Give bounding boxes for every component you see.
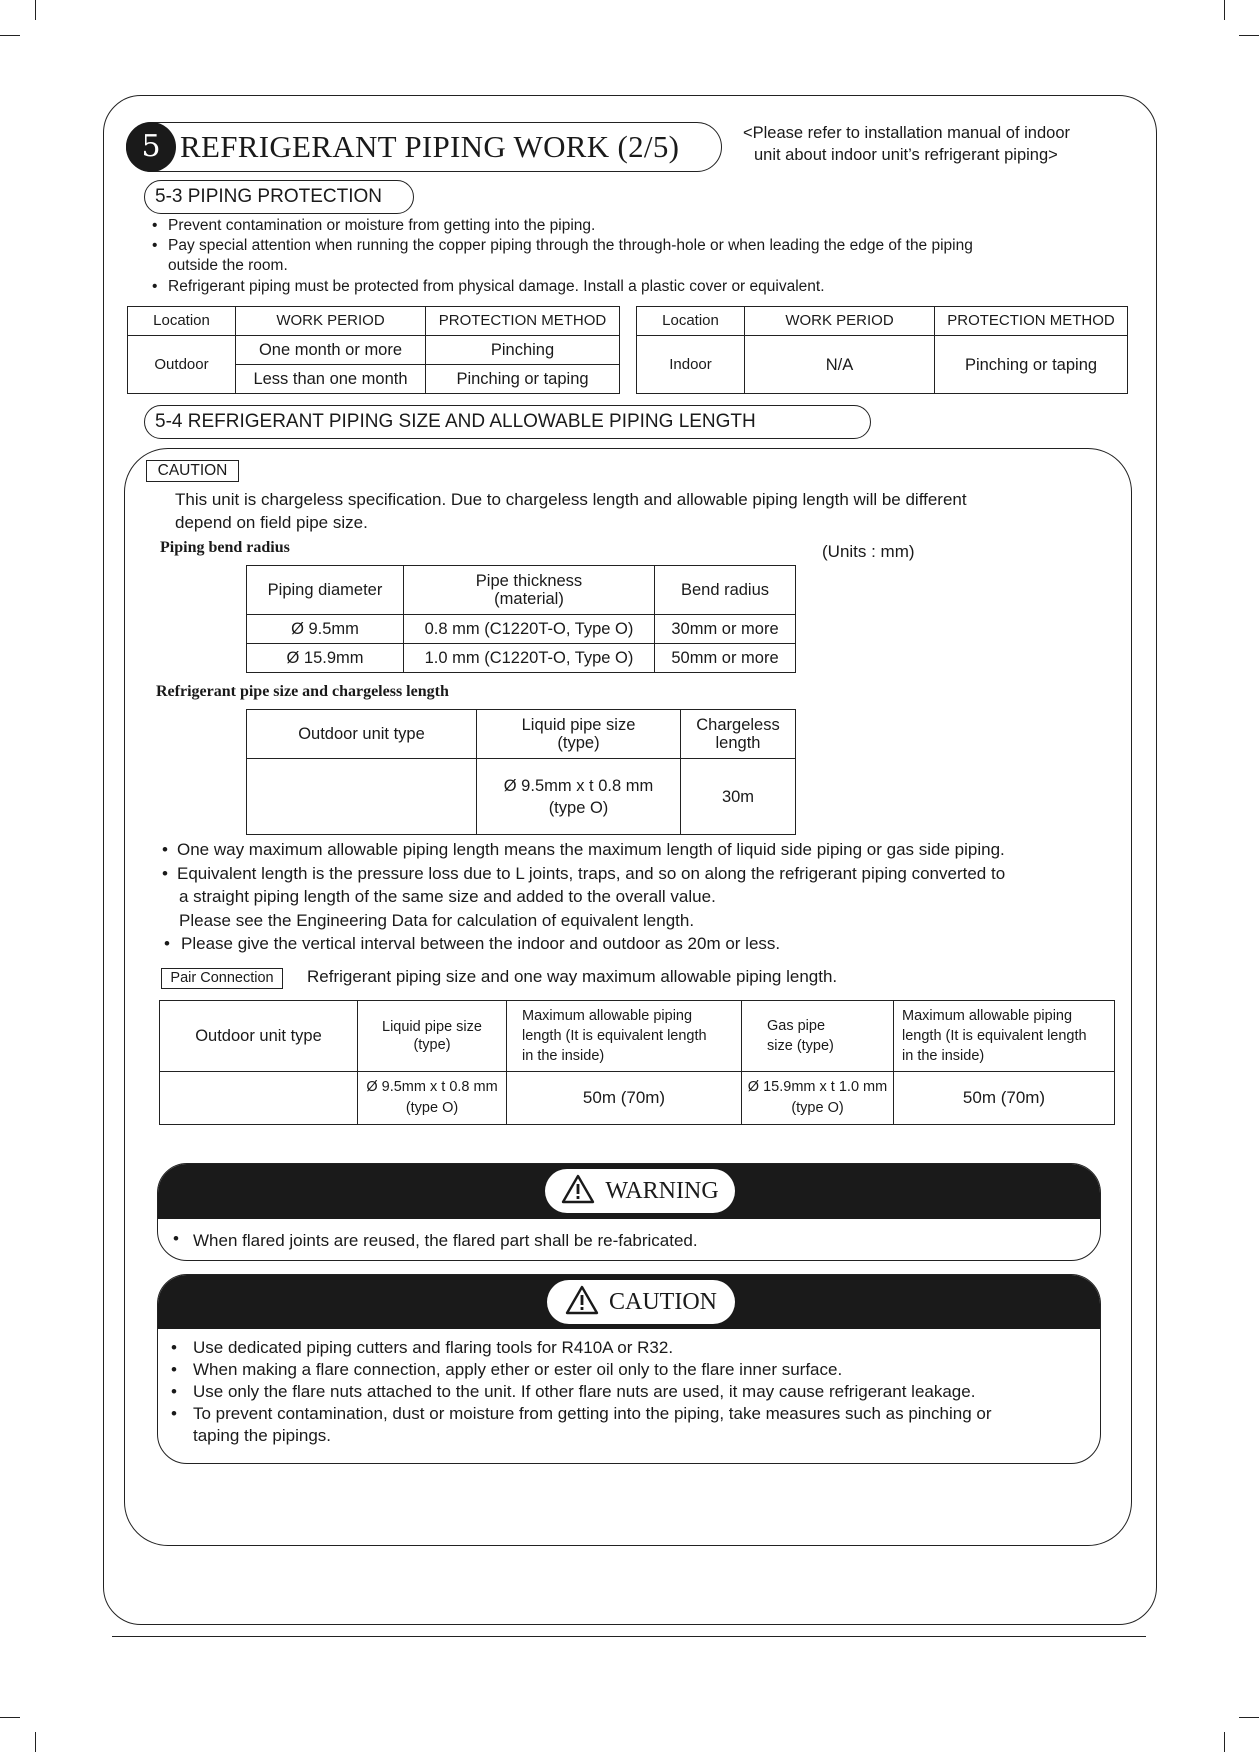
table-header: length bbox=[715, 734, 761, 752]
bullet-dot: • bbox=[171, 1382, 177, 1401]
bend-radius-table bbox=[246, 565, 796, 673]
bullet-dot: • bbox=[162, 840, 168, 859]
caution-text: This unit is chargeless specification. Due to chargeless length and allowable piping length will be different bbox=[175, 490, 967, 509]
warning-badge bbox=[545, 1169, 735, 1213]
bullet-dot: • bbox=[152, 217, 158, 234]
table-header: Outdoor unit type bbox=[247, 710, 477, 759]
table-header: Outdoor unit type bbox=[160, 1001, 358, 1072]
table-cell: Indoor bbox=[637, 336, 745, 394]
footer-rule bbox=[112, 1636, 1146, 1637]
table-cell bbox=[247, 759, 477, 835]
pair-caption: Refrigerant piping size and one way maximum allowable piping length. bbox=[307, 967, 838, 986]
bullet-dot: • bbox=[164, 934, 170, 953]
crop-mark bbox=[0, 1717, 20, 1718]
table-cell: Ø 9.5mm bbox=[247, 615, 404, 644]
table-cell: 0.8 mm (C1220T-O, Type O) bbox=[404, 615, 655, 644]
section-number: 5 bbox=[126, 122, 176, 172]
caution-triangle-icon bbox=[565, 1285, 599, 1315]
caution-item: taping the pipings. bbox=[193, 1426, 331, 1445]
protection-bullet: Refrigerant piping must be protected from physical damage. Install a plastic cover or equivalent. bbox=[168, 278, 825, 295]
table-header: Location bbox=[637, 307, 745, 336]
section-title: REFRIGERANT PIPING WORK (2/5) bbox=[180, 129, 680, 164]
table-cell: 30m bbox=[681, 759, 796, 835]
table-cell: Ø 9.5mm x t 0.8 mm bbox=[366, 1079, 498, 1095]
table-cell: One month or more bbox=[236, 336, 426, 365]
table-header: (type) bbox=[557, 734, 600, 752]
table-cell: (type O) bbox=[405, 1100, 459, 1116]
bullet-dot: • bbox=[171, 1404, 177, 1423]
caution-item: To prevent contamination, dust or moisture from getting into the piping, take measures such as pinching or bbox=[193, 1404, 992, 1423]
caution-box bbox=[157, 1274, 1101, 1464]
table-header: length (It is equivalent length bbox=[522, 1028, 707, 1044]
table-header: Location bbox=[128, 307, 236, 336]
note-text: Please give the vertical interval between the indoor and outdoor as 20m or less. bbox=[181, 934, 781, 953]
table-cell: N/A bbox=[745, 336, 935, 394]
subsection-heading-piping-protection: 5-3 PIPING PROTECTION bbox=[144, 180, 414, 214]
table-cell: Pinching or taping bbox=[426, 365, 620, 394]
pair-connection-tag: Pair Connection bbox=[161, 968, 283, 989]
warning-box bbox=[157, 1163, 1101, 1261]
table-header: Maximum allowable piping bbox=[522, 1008, 693, 1024]
table-header: PROTECTION METHOD bbox=[935, 307, 1128, 336]
note-text: Please see the Engineering Data for calculation of equivalent length. bbox=[179, 911, 695, 930]
crop-mark bbox=[35, 1732, 36, 1752]
table-cell: Pinching bbox=[426, 336, 620, 365]
caution-badge bbox=[547, 1280, 735, 1324]
table-header: Bend radius bbox=[655, 566, 796, 615]
caution-item: When making a flare connection, apply ether or ester oil only to the flare inner surface. bbox=[193, 1360, 843, 1379]
table-cell: 50m (70m) bbox=[507, 1072, 742, 1125]
table-cell bbox=[160, 1072, 358, 1125]
pair-connection-table bbox=[159, 1000, 1115, 1125]
table-header: Pipe thickness bbox=[475, 572, 583, 590]
table-cell: 50m (70m) bbox=[894, 1072, 1115, 1125]
table-header: Liquid pipe size bbox=[382, 1019, 482, 1035]
table-header: Maximum allowable piping bbox=[902, 1008, 1073, 1024]
table-cell: Pinching or taping bbox=[935, 336, 1128, 394]
chargeless-table bbox=[246, 709, 796, 835]
protection-bullet: outside the room. bbox=[168, 257, 288, 274]
bullet-dot: • bbox=[152, 278, 158, 295]
caution-label: CAUTION bbox=[609, 1289, 717, 1315]
table-header: length (It is equivalent length bbox=[902, 1028, 1087, 1044]
note-text: Equivalent length is the pressure loss due to L joints, traps, and so on along the refrigerant piping converted to bbox=[177, 864, 1006, 883]
crop-mark bbox=[0, 35, 20, 36]
warning-triangle-icon bbox=[561, 1174, 595, 1204]
table-header: in the inside) bbox=[902, 1048, 985, 1064]
table-cell: 30mm or more bbox=[655, 615, 796, 644]
caution-item: Use dedicated piping cutters and flaring tools for R410A or R32. bbox=[193, 1338, 674, 1357]
outdoor-protection-table bbox=[127, 306, 620, 394]
crop-mark bbox=[1239, 1717, 1259, 1718]
table-cell: 50mm or more bbox=[655, 644, 796, 673]
bullet-dot: • bbox=[171, 1338, 177, 1357]
protection-bullet: Pay special attention when running the copper piping through the through-hole or when leading the edge of the piping bbox=[168, 237, 973, 254]
table-cell: (type O) bbox=[548, 798, 609, 817]
subsection-heading-piping-size: 5-4 REFRIGERANT PIPING SIZE AND ALLOWABLE PIPING LENGTH bbox=[144, 405, 871, 439]
note-text: One way maximum allowable piping length means the maximum length of liquid side piping or gas side piping. bbox=[177, 840, 1005, 859]
caution-text: depend on field pipe size. bbox=[175, 513, 368, 532]
table-header: WORK PERIOD bbox=[745, 307, 935, 336]
crop-mark bbox=[35, 0, 36, 20]
bullet-dot: • bbox=[173, 1229, 179, 1248]
table-cell: 1.0 mm (C1220T-O, Type O) bbox=[404, 644, 655, 673]
table-cell: Ø 9.5mm x t 0.8 mm bbox=[503, 776, 654, 795]
table-header: Liquid pipe size bbox=[521, 716, 636, 734]
note-text: a straight piping length of the same size and added to the overall value. bbox=[179, 887, 716, 906]
table-header: Gas pipe bbox=[767, 1018, 826, 1034]
crop-mark bbox=[1224, 0, 1225, 20]
table-cell: Less than one month bbox=[236, 365, 426, 394]
crop-mark bbox=[1239, 35, 1259, 36]
table-cell: Ø 15.9mm bbox=[247, 644, 404, 673]
caution-item: Use only the flare nuts attached to the unit. If other flare nuts are used, it may cause refrigerant leakage. bbox=[193, 1382, 976, 1401]
warning-label: WARNING bbox=[605, 1178, 719, 1204]
protection-bullet: Prevent contamination or moisture from getting into the piping. bbox=[168, 217, 596, 234]
table-header: size (type) bbox=[767, 1038, 834, 1054]
table-cell: Ø 15.9mm x t 1.0 mm bbox=[747, 1079, 888, 1095]
reference-note-line-1: <Please refer to installation manual of indoor bbox=[743, 124, 1070, 142]
chargeless-title: Refrigerant pipe size and chargeless length bbox=[156, 683, 449, 700]
reference-note-line-2: unit about indoor unit’s refrigerant piping> bbox=[754, 146, 1058, 164]
bullet-dot: • bbox=[171, 1360, 177, 1379]
crop-mark bbox=[1224, 1732, 1225, 1752]
table-header: in the inside) bbox=[522, 1048, 605, 1064]
indoor-protection-table bbox=[636, 306, 1128, 394]
table-header: (type) bbox=[413, 1037, 451, 1053]
table-header: PROTECTION METHOD bbox=[426, 307, 620, 336]
table-cell: (type O) bbox=[791, 1100, 844, 1116]
table-header: WORK PERIOD bbox=[236, 307, 426, 336]
table-header: Piping diameter bbox=[247, 566, 404, 615]
bullet-dot: • bbox=[152, 237, 158, 254]
bullet-dot: • bbox=[162, 864, 168, 883]
table-cell: Outdoor bbox=[128, 336, 236, 394]
warning-item: When flared joints are reused, the flared part shall be re-fabricated. bbox=[193, 1231, 698, 1250]
table-header: (material) bbox=[494, 590, 564, 608]
units-label: (Units : mm) bbox=[822, 542, 915, 561]
bend-radius-title: Piping bend radius bbox=[160, 539, 290, 556]
caution-tag: CAUTION bbox=[146, 460, 239, 482]
table-header: Chargeless bbox=[696, 716, 780, 734]
